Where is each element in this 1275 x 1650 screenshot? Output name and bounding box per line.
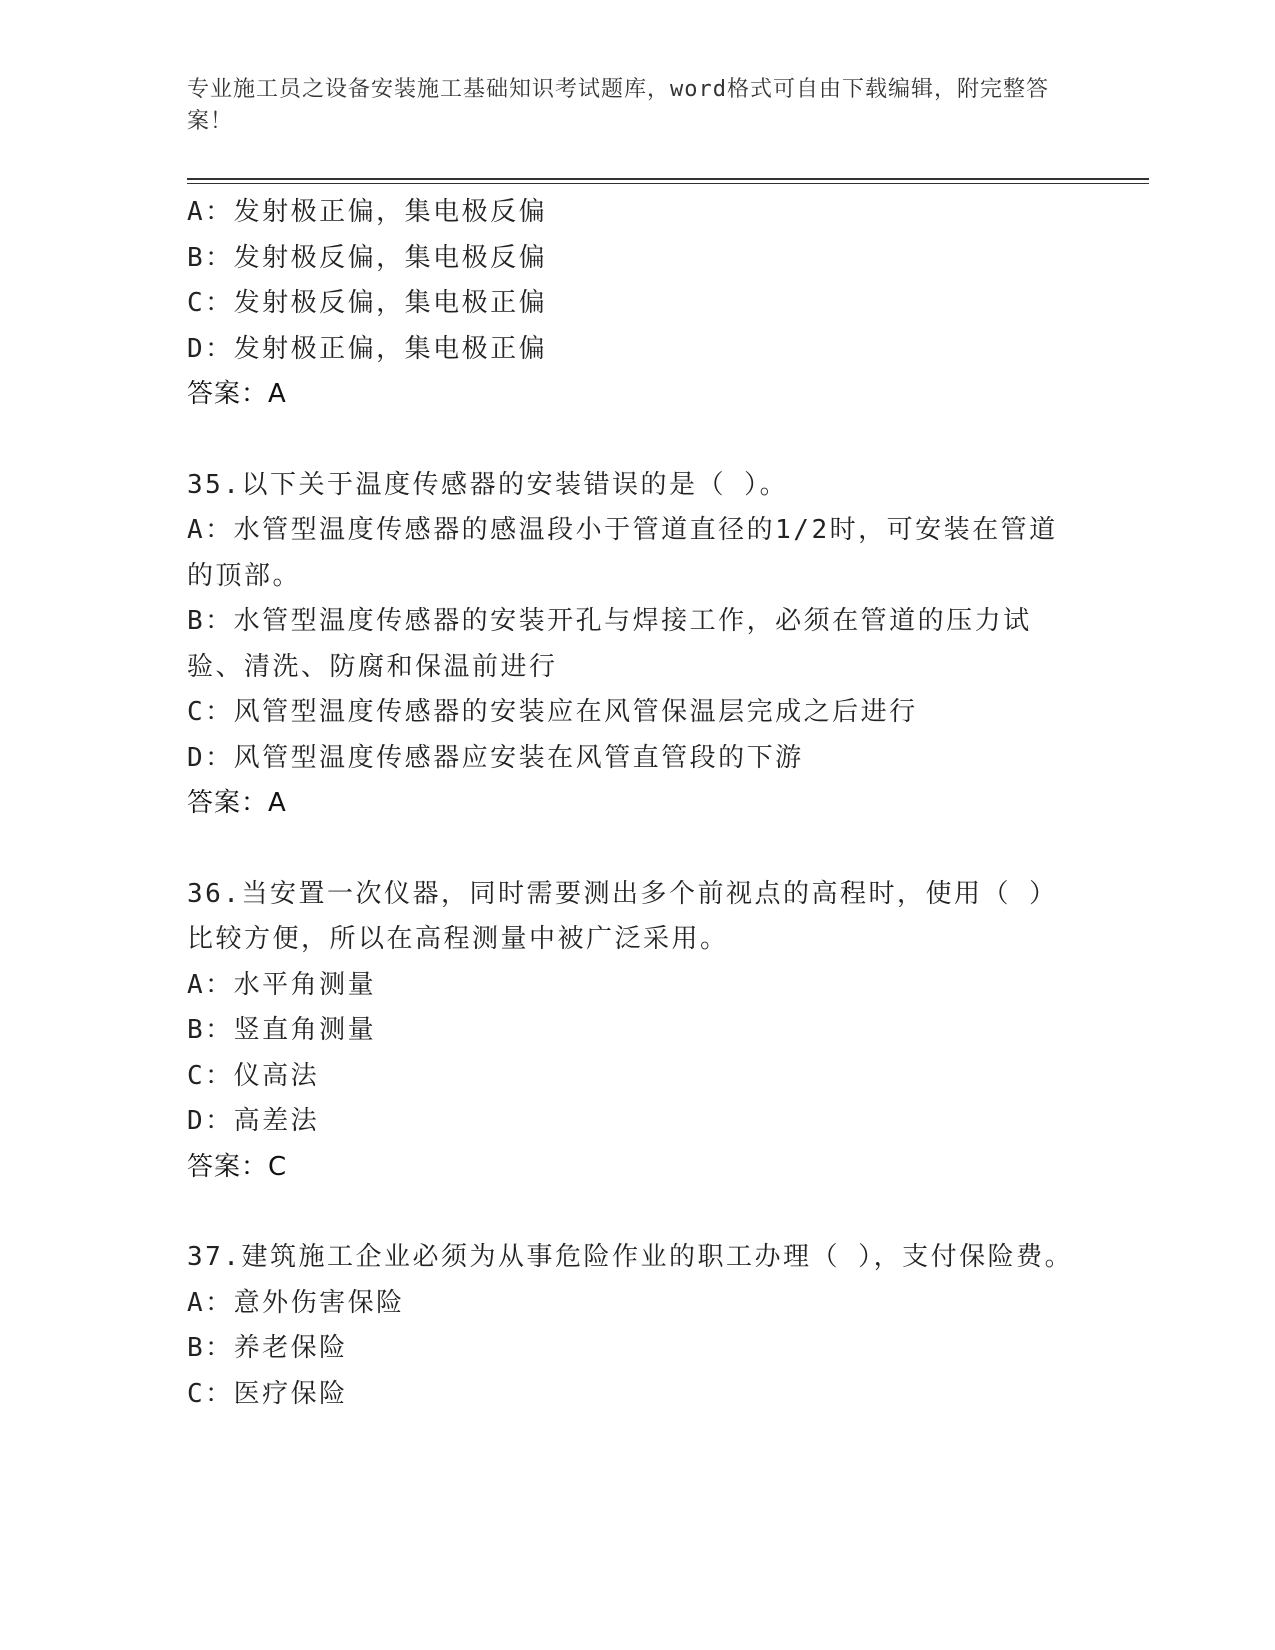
question-block-34 xyxy=(187,190,1077,418)
option-d: D：风管型温度传感器应安装在风管直管段的下游 xyxy=(187,742,804,773)
spacer xyxy=(187,418,1077,463)
question-text: 35.以下关于温度传感器的安装错误的是（ ）。 xyxy=(187,469,789,500)
spacer xyxy=(187,1190,1077,1235)
document-body xyxy=(187,190,1077,1417)
question-block-37 xyxy=(187,1235,1077,1417)
option-c: C：医疗保险 xyxy=(187,1378,348,1409)
option-d: D：发射极正偏，集电极正偏 xyxy=(187,333,548,364)
option-a: A：意外伤害保险 xyxy=(187,1287,405,1318)
option-c: C：风管型温度传感器的安装应在风管保温层完成之后进行 xyxy=(187,697,918,727)
question-text: 36.当安置一次仪器，同时需要测出多个前视点的高程时，使用（ ）比较方便，所以在高程测量中被广泛采用。 xyxy=(187,878,1058,954)
option-a: A：水平角测量 xyxy=(187,969,377,1000)
header-rule-thin xyxy=(187,183,1149,184)
header-rule-thick xyxy=(187,178,1149,180)
option-d: D：高差法 xyxy=(187,1106,320,1136)
option-b: B：发射极反偏，集电极反偏 xyxy=(187,242,548,273)
answer-line: 答案：C xyxy=(187,1151,288,1182)
question-block-36 xyxy=(187,872,1077,1191)
question-text: 37.建筑施工企业必须为从事危险作业的职工办理（ ），支付保险费。 xyxy=(187,1242,1074,1272)
option-a: A：水管型温度传感器的感温段小于管道直径的1/2时，可安装在管道的顶部。 xyxy=(187,515,1058,591)
option-c: C：仪高法 xyxy=(187,1060,320,1091)
option-b: B：养老保险 xyxy=(187,1333,348,1363)
option-b: B：竖直角测量 xyxy=(187,1015,377,1045)
option-b: B：水管型温度传感器的安装开孔与焊接工作，必须在管道的压力试验、清洗、防腐和保温前进行 xyxy=(187,606,1032,682)
answer-line: 答案：A xyxy=(187,379,287,409)
option-c: C：发射极反偏，集电极正偏 xyxy=(187,288,548,318)
document-header: 专业施工员之设备安装施工基础知识考试题库，word格式可自由下载编辑，附完整答案！ xyxy=(187,77,1049,134)
question-block-35 xyxy=(187,463,1077,827)
answer-line: 答案：A xyxy=(187,788,287,818)
spacer xyxy=(187,827,1077,872)
option-a: A：发射极正偏，集电极反偏 xyxy=(187,197,548,227)
